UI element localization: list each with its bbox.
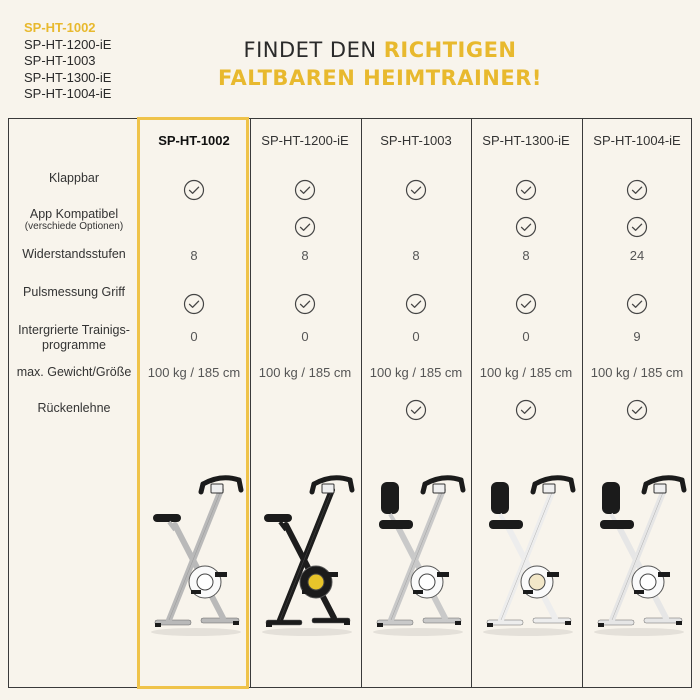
model-list-item[interactable]: SP-HT-1300-iE xyxy=(24,69,112,85)
table-cell-value: 100 kg / 185 cm xyxy=(147,365,241,380)
table-cell-value: 100 kg / 185 cm xyxy=(590,365,684,380)
row-label xyxy=(9,365,139,379)
row-label-text: Klappbar xyxy=(48,171,100,185)
column-header: SP-HT-1003 xyxy=(380,133,452,148)
table-cell-value: 0 xyxy=(190,329,198,344)
model-list-item[interactable]: SP-HT-1002 xyxy=(24,20,96,35)
check-icon xyxy=(582,291,692,315)
row-label-text: Intergrierte Trainigs- xyxy=(18,323,130,337)
table-cell-value: 9 xyxy=(633,329,641,344)
row-label-text: App Kompatibel xyxy=(29,207,119,221)
check-icon xyxy=(582,177,692,201)
column-header: SP-HT-1004-iE xyxy=(593,133,681,148)
model-list-item[interactable]: SP-HT-1200-iE xyxy=(24,36,112,52)
check-icon xyxy=(471,397,581,421)
row-label-sub: programme xyxy=(42,338,106,352)
table-cell-value: 0 xyxy=(522,329,530,344)
page-title xyxy=(215,36,545,92)
column-header: SP-HT-1002 xyxy=(158,133,230,148)
row-label xyxy=(9,247,139,261)
headline-highlight: RICHTIGEN xyxy=(383,38,517,62)
row-label xyxy=(9,207,139,232)
row-label xyxy=(9,285,139,299)
check-icon xyxy=(471,177,581,201)
check-icon xyxy=(250,214,360,238)
column-header: SP-HT-1300-iE xyxy=(482,133,570,148)
check-icon xyxy=(139,177,249,201)
row-label-text: Widerstandsstufen xyxy=(22,247,126,261)
check-icon xyxy=(582,397,692,421)
check-icon xyxy=(582,214,692,238)
table-cell-value: 100 kg / 185 cm xyxy=(369,365,463,380)
row-label-text: max. Gewicht/Größe xyxy=(16,365,132,379)
exercise-bike-image xyxy=(252,470,362,640)
table-cell-value: 100 kg / 185 cm xyxy=(258,365,352,380)
table-cell-value: 8 xyxy=(190,248,198,263)
model-list-item[interactable]: SP-HT-1003 xyxy=(24,53,96,68)
table-cell-value: 0 xyxy=(412,329,420,344)
row-label xyxy=(9,171,139,185)
headline-highlight-line2: FALTBAREN HEIMTRAINER! xyxy=(218,66,542,90)
check-icon xyxy=(361,177,471,201)
table-cell-value: 100 kg / 185 cm xyxy=(479,365,573,380)
exercise-bike-image xyxy=(473,470,583,640)
table-cell-value: 24 xyxy=(629,248,645,263)
column-divider xyxy=(139,119,140,687)
table-cell-value: 8 xyxy=(301,248,309,263)
check-icon xyxy=(471,291,581,315)
check-icon xyxy=(471,214,581,238)
row-label-sub: (verschiede Optionen) xyxy=(24,221,124,232)
exercise-bike-image xyxy=(584,470,694,640)
table-cell-value: 8 xyxy=(522,248,530,263)
row-label xyxy=(9,401,139,415)
check-icon xyxy=(250,291,360,315)
exercise-bike-image xyxy=(141,470,251,640)
row-label-text: Rückenlehne xyxy=(37,401,111,415)
exercise-bike-image xyxy=(363,470,473,640)
table-cell-value: 0 xyxy=(301,329,309,344)
headline-plain: FINDET DEN xyxy=(243,38,384,62)
row-label-text: Pulsmessung Griff xyxy=(23,285,125,299)
check-icon xyxy=(139,291,249,315)
row-label xyxy=(9,323,139,353)
check-icon xyxy=(361,291,471,315)
model-list-item[interactable]: SP-HT-1004-iE xyxy=(24,86,112,101)
model-list xyxy=(24,20,111,103)
check-icon xyxy=(250,177,360,201)
column-header: SP-HT-1200-iE xyxy=(261,133,349,148)
check-icon xyxy=(361,397,471,421)
table-cell-value: 8 xyxy=(412,248,420,263)
